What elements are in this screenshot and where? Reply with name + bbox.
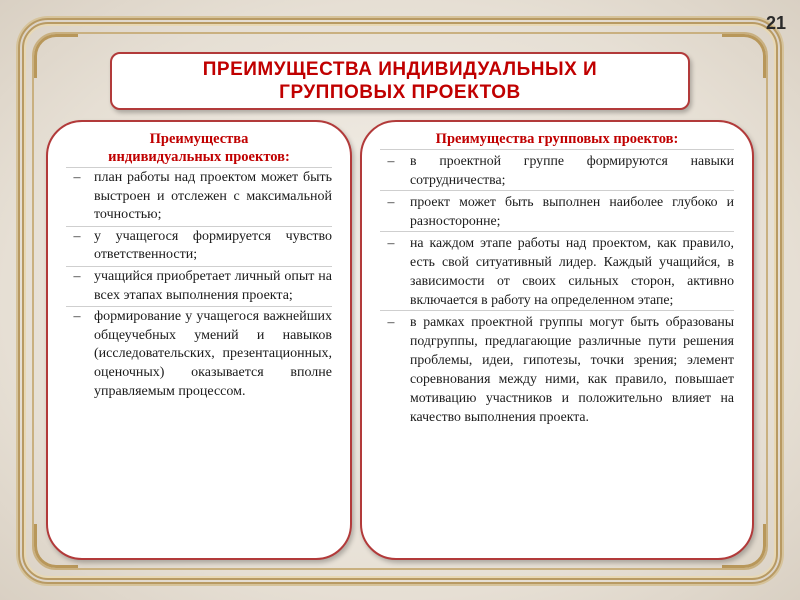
- list-item-text: в рамках проектной группы могут быть образованы подгруппы, предлагающие различные пути решения проблемы, идеи, гипотезы, точки зрения; элемент соревнования между ними, как правило, повышает мотивацию участников и положительно влияет на качество выполнения проекта.: [410, 314, 734, 424]
- bullet-dash: –: [73, 309, 81, 325]
- group-projects-panel: [360, 120, 754, 560]
- list-item: [380, 149, 734, 190]
- list-item-text: проект может быть выполнен наиболее глубоко и разносторонне;: [410, 194, 734, 228]
- list-item-text: на каждом этапе работы над проектом, как правило, есть свой ситуативный лидер. Каждый учащийся, в зависимости от своих сильных сторон, активно включается в работу на определенном этапе;: [410, 235, 734, 307]
- bullet-dash: –: [73, 268, 81, 284]
- list-item: [66, 167, 332, 226]
- group-advantages-list: [380, 149, 734, 427]
- slide-title: [110, 52, 690, 110]
- list-item-text: в проектной группе формируются навыки сотрудничества;: [410, 153, 734, 187]
- heading-line: индивидуальных проектов:: [108, 149, 290, 165]
- list-item: [380, 231, 734, 310]
- individual-projects-panel: [46, 120, 352, 560]
- page-number: 21: [765, 13, 787, 33]
- list-item: [380, 310, 734, 427]
- bullet-dash: –: [73, 228, 81, 244]
- bullet-dash: –: [387, 314, 395, 329]
- individual-advantages-list: [66, 167, 332, 402]
- list-item-text: учащийся приобретает личный опыт на всех этапах выполнения проекта;: [94, 268, 332, 303]
- list-item-text: план работы над проектом может быть выстроен и отслежен с максимальной точностью;: [94, 170, 332, 223]
- list-item: [66, 226, 332, 266]
- heading-line: Преимущества: [149, 131, 249, 147]
- group-projects-heading: Преимущества групповых проектов:: [435, 131, 679, 147]
- slide-title-line1: ПРЕИМУЩЕСТВА ИНДИВИДУАЛЬНЫХ И: [202, 59, 598, 80]
- list-item: [66, 266, 332, 306]
- bullet-dash: –: [73, 170, 81, 185]
- bullet-dash: –: [387, 235, 395, 250]
- list-item-text: у учащегося формируется чувство ответственности;: [94, 228, 332, 263]
- bullet-dash: –: [387, 153, 395, 168]
- bullet-dash: –: [387, 194, 395, 209]
- list-item: [380, 190, 734, 231]
- list-item-text: формирование у учащегося важнейших общеучебных умений и навыков (исследовательских, презентационных, оценочных) оказывается вполне управляемым процессом.: [94, 309, 332, 399]
- slide-title-line2: ГРУППОВЫХ ПРОЕКТОВ: [279, 82, 521, 103]
- individual-projects-heading: [66, 130, 332, 166]
- list-item: [66, 306, 332, 402]
